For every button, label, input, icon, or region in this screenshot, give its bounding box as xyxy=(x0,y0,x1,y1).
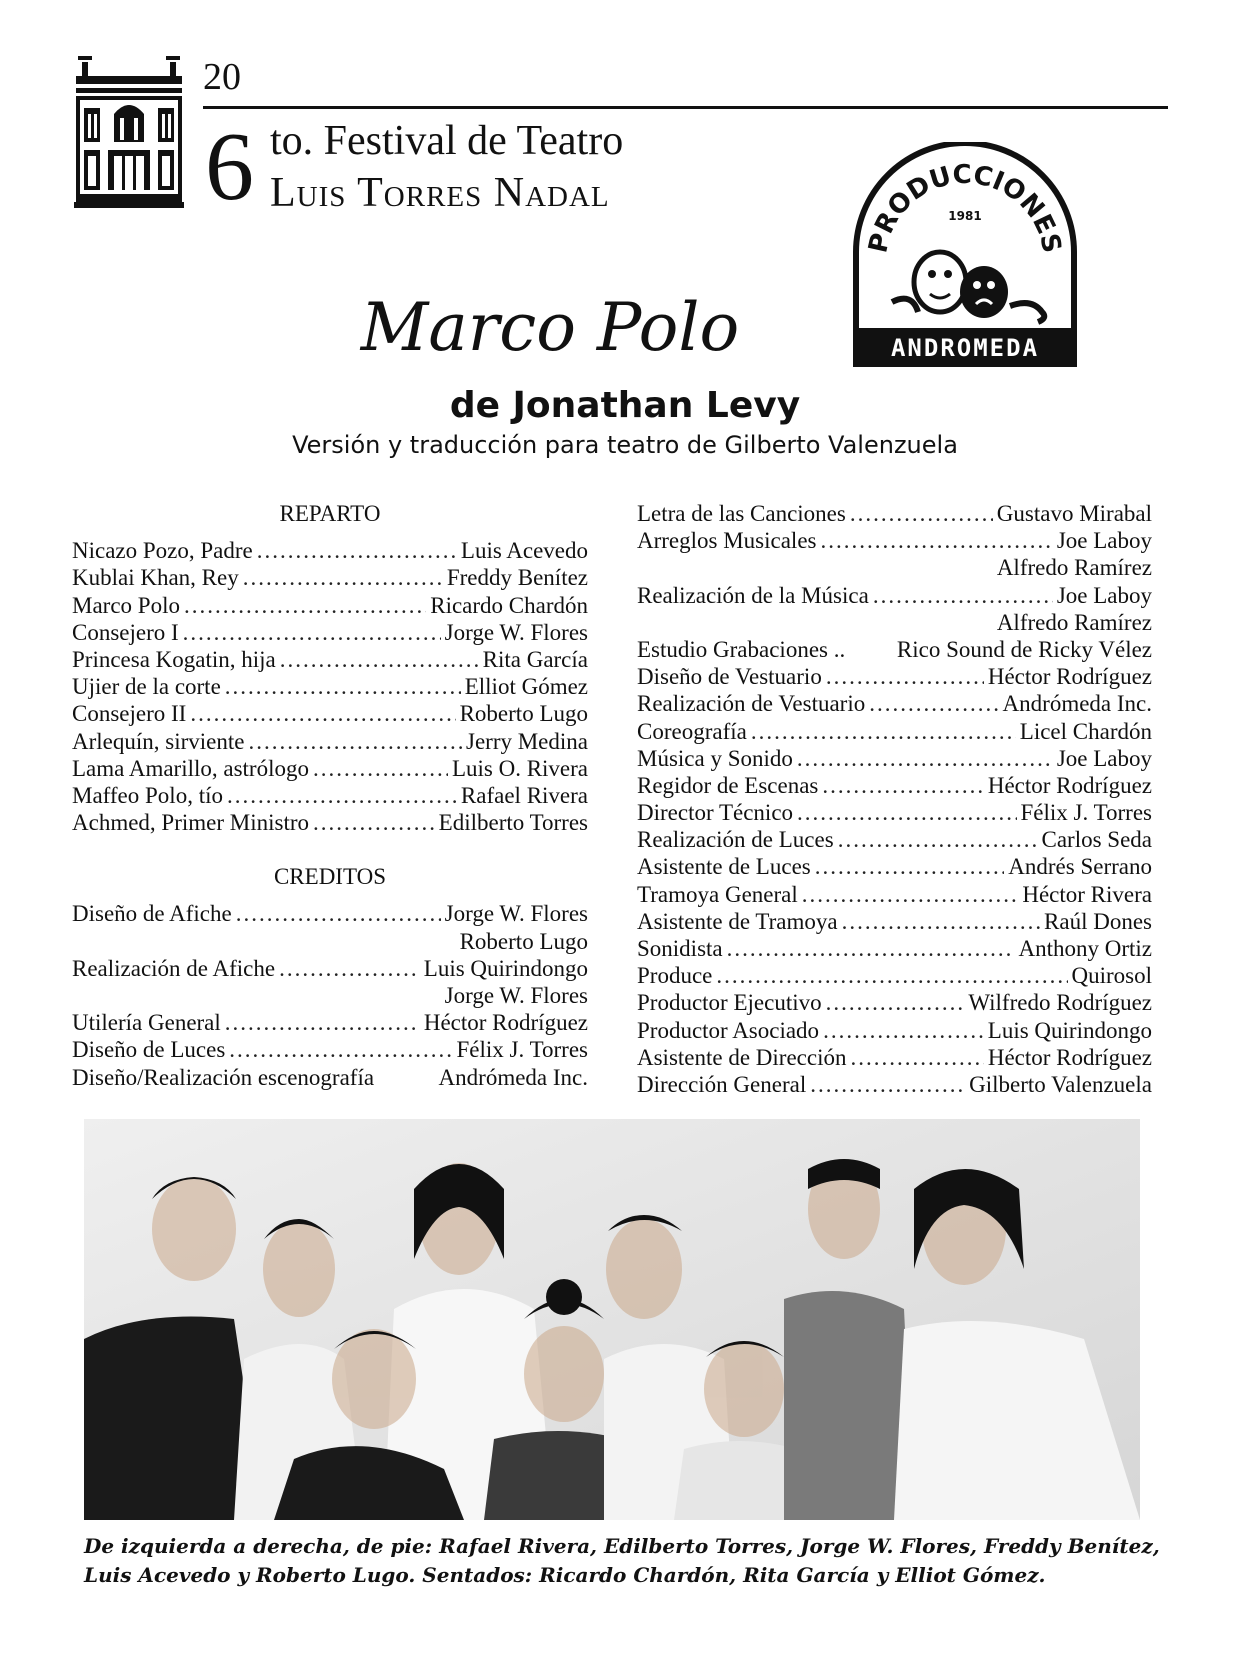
credit-role: Diseño de Luces xyxy=(72,1037,226,1063)
credit-name-extra: Alfredo Ramírez xyxy=(996,609,1152,635)
dot-leader xyxy=(815,853,1005,880)
credit-role: Estudio Grabaciones .. xyxy=(637,636,846,662)
credit-role: Asistente de Tramoya xyxy=(637,908,838,934)
logo-name-label: ANDROMEDA xyxy=(890,334,1040,362)
dot-leader xyxy=(229,1036,452,1063)
credit-name: Raúl Dones xyxy=(1044,908,1152,934)
credit-name: Ricardo Chardón xyxy=(430,592,588,618)
dot-leader xyxy=(190,700,455,727)
credit-name: Rico Sound de Ricky Vélez xyxy=(896,636,1152,662)
header-rule xyxy=(203,106,1168,109)
credit-name: Roberto Lugo xyxy=(459,701,588,727)
producciones-andromeda-logo xyxy=(852,142,1078,368)
credit-role: Realización de Afiche xyxy=(72,955,276,981)
credit-name: Héctor Rodríguez xyxy=(987,664,1152,690)
dot-leader xyxy=(716,962,1067,989)
dot-leader xyxy=(257,537,457,564)
credit-role: Música y Sonido xyxy=(637,745,793,771)
credit-row xyxy=(72,1064,588,1091)
dot-leader xyxy=(850,500,993,527)
credit-row xyxy=(637,500,1152,527)
credit-name: Wilfredo Rodríguez xyxy=(968,990,1152,1016)
credit-role: Arreglos Musicales xyxy=(637,528,817,554)
credit-role: Maffeo Polo, tío xyxy=(72,782,223,808)
credit-role: Productor Ejecutivo xyxy=(637,990,822,1016)
credit-name: Félix J. Torres xyxy=(1020,800,1152,826)
festival-title-line1: to. Festival de Teatro xyxy=(270,118,624,164)
dot-leader xyxy=(797,799,1016,826)
credit-role: Consejero II xyxy=(72,701,187,727)
creditos-list xyxy=(72,900,588,1090)
reparto-list xyxy=(72,537,588,836)
creditos-heading: CREDITOS xyxy=(273,864,387,890)
credit-role: Kublai Khan, Rey xyxy=(72,565,239,591)
dot-leader xyxy=(797,745,1053,772)
dot-leader xyxy=(313,809,435,836)
credit-role: Productor Asociado xyxy=(637,1017,820,1043)
dot-leader xyxy=(873,582,1053,609)
credit-role: Nicazo Pozo, Padre xyxy=(72,538,253,564)
credit-name-extra: Roberto Lugo xyxy=(459,928,588,954)
credit-role: Diseño de Afiche xyxy=(72,901,232,927)
credit-name: Gustavo Mirabal xyxy=(996,501,1152,526)
credit-name: Luis Quirindongo xyxy=(987,1017,1152,1043)
credit-row xyxy=(72,537,588,564)
credit-role: Tramoya General xyxy=(637,881,798,907)
staff-column xyxy=(637,500,1152,1098)
dot-leader xyxy=(842,908,1040,935)
credit-name: Rita García xyxy=(482,646,588,672)
credit-role: Consejero I xyxy=(72,619,179,645)
dot-leader xyxy=(810,1071,965,1098)
credit-role: Diseño/Realización escenografía xyxy=(72,1064,375,1090)
credit-name: Héctor Rodríguez xyxy=(987,772,1152,798)
credit-row xyxy=(72,1036,588,1063)
festival-title-line2: Luis Torres Nadal xyxy=(270,170,610,216)
credit-name-extra: Alfredo Ramírez xyxy=(996,555,1152,581)
credit-role: Achmed, Primer Ministro xyxy=(72,810,309,836)
credit-name: Jorge W. Flores xyxy=(444,619,588,645)
logo-year: 1981 xyxy=(948,209,982,223)
dot-leader xyxy=(826,989,965,1016)
credit-role: Princesa Kogatin, hija xyxy=(72,646,276,672)
credit-row xyxy=(72,955,588,982)
credit-name: Quirosol xyxy=(1071,963,1152,989)
credit-name: Edilberto Torres xyxy=(438,810,588,836)
reparto-heading: REPARTO xyxy=(279,501,381,526)
credit-name: Joe Laboy xyxy=(1056,745,1152,771)
theatre-building-icon xyxy=(74,52,184,210)
logo-arc-text: PRODUCCIONES xyxy=(863,159,1067,256)
dot-leader xyxy=(225,673,461,700)
credit-name: Luis Quirindongo xyxy=(423,955,588,981)
credit-row xyxy=(72,782,588,809)
dot-leader xyxy=(225,1009,420,1036)
credit-name: Carlos Seda xyxy=(1041,827,1152,853)
credit-role: Regidor de Escenas xyxy=(637,772,819,798)
credit-name: Héctor Rodríguez xyxy=(423,1010,588,1036)
credit-role: Letra de las Canciones xyxy=(637,501,846,526)
cast-and-credits-column xyxy=(72,500,588,1091)
dot-leader xyxy=(838,826,1038,853)
festival-number: 6 xyxy=(205,113,254,221)
credit-row xyxy=(637,853,1152,880)
credit-row xyxy=(72,646,588,673)
dot-leader xyxy=(243,564,443,591)
credit-row xyxy=(72,755,588,782)
credit-row xyxy=(637,1017,1152,1044)
credit-name: Luis Acevedo xyxy=(460,538,588,564)
credit-row xyxy=(637,718,1152,745)
credit-name: Freddy Benítez xyxy=(446,565,588,591)
credit-name: Andrómeda Inc. xyxy=(1002,691,1152,717)
dot-leader xyxy=(236,900,441,927)
credit-row xyxy=(72,592,588,619)
credit-row xyxy=(637,745,1152,772)
credit-role: Realización de la Música xyxy=(637,582,869,608)
credit-role: Produce xyxy=(637,963,713,989)
credit-role: Arlequín, sirviente xyxy=(72,728,245,754)
credit-name: Gilberto Valenzuela xyxy=(969,1071,1152,1097)
credit-name: Jorge W. Flores xyxy=(444,901,588,927)
credit-name: Andrómeda Inc. xyxy=(438,1064,588,1090)
credit-row xyxy=(72,564,588,591)
credit-name: Licel Chardón xyxy=(1019,718,1152,744)
credit-name: Félix J. Torres xyxy=(456,1037,588,1063)
credit-role: Utilería General xyxy=(72,1010,221,1036)
dot-leader xyxy=(751,718,1016,745)
credit-row xyxy=(72,673,588,700)
dot-leader xyxy=(850,1044,983,1071)
credit-name: Rafael Rivera xyxy=(460,782,588,808)
credit-row xyxy=(72,700,588,727)
photo-caption: De izquierda a derecha, de pie: Rafael Rivera, Edilberto Torres, Jorge W. Flores, Freddy Benítez, Luis Acevedo y Roberto Lugo. Sentados: Ricardo Chardón, Rita García y Elliot Gómez. xyxy=(84,1534,1160,1587)
credit-row xyxy=(72,900,588,927)
credit-name: Luis O. Rivera xyxy=(451,755,588,781)
credit-row xyxy=(72,619,588,646)
play-author: de Jonathan Levy xyxy=(449,385,801,426)
credit-row xyxy=(72,809,588,836)
credit-row xyxy=(637,935,1152,962)
credit-row xyxy=(637,1044,1152,1071)
credit-row xyxy=(637,826,1152,853)
credit-role: Lama Amarillo, astrólogo xyxy=(72,755,309,781)
credit-name: Héctor Rivera xyxy=(1022,881,1152,907)
dot-leader xyxy=(280,646,479,673)
credit-row xyxy=(637,881,1152,908)
dot-leader xyxy=(822,772,983,799)
staff-list xyxy=(637,500,1152,1098)
dot-leader xyxy=(279,955,420,982)
credit-name: Joe Laboy xyxy=(1056,528,1152,554)
credit-role: Realización de Luces xyxy=(637,827,834,853)
credit-role: Marco Polo xyxy=(72,592,180,618)
credit-role: Coreografía xyxy=(637,718,747,744)
credit-row xyxy=(637,908,1152,935)
dot-leader xyxy=(821,527,1053,554)
dot-leader xyxy=(248,728,462,755)
dot-leader xyxy=(802,881,1019,908)
credit-role: Realización de Vestuario xyxy=(637,691,866,717)
credit-name: Andrés Serrano xyxy=(1008,854,1152,880)
credit-role: Asistente de Luces xyxy=(637,854,811,880)
credit-name-extra: Jorge W. Flores xyxy=(444,983,588,1009)
version-credit: Versión y traducción para teatro de Gilberto Valenzuela xyxy=(292,431,958,459)
credit-row xyxy=(637,527,1152,554)
credit-role: Director Técnico xyxy=(637,800,794,826)
page-number: 20 xyxy=(203,56,241,98)
credit-row xyxy=(637,636,1152,663)
credit-role: Dirección General xyxy=(637,1071,807,1097)
credit-name: Anthony Ortiz xyxy=(1018,936,1152,961)
dot-leader xyxy=(869,690,998,717)
dot-leader xyxy=(227,782,457,809)
credit-role: Sonidista xyxy=(637,936,723,961)
credit-row xyxy=(72,1009,588,1036)
credit-name: Joe Laboy xyxy=(1056,582,1152,608)
credit-row xyxy=(637,663,1152,690)
dot-leader xyxy=(183,619,441,646)
play-title: Marco Polo xyxy=(360,289,740,366)
dot-leader xyxy=(184,592,426,619)
credit-row xyxy=(637,1071,1152,1098)
credit-name: Héctor Rodríguez xyxy=(987,1044,1152,1070)
credit-role: Asistente de Dirección xyxy=(637,1044,847,1070)
cast-photo xyxy=(84,1119,1140,1520)
credit-row xyxy=(72,728,588,755)
dot-leader xyxy=(313,755,448,782)
dot-leader xyxy=(823,1017,984,1044)
credit-row xyxy=(637,690,1152,717)
credit-name: Elliot Gómez xyxy=(464,674,588,700)
credit-row xyxy=(637,989,1152,1016)
credit-row xyxy=(637,582,1152,609)
credit-row xyxy=(637,799,1152,826)
credit-row xyxy=(637,962,1152,989)
dot-leader xyxy=(727,935,1015,962)
dot-leader xyxy=(826,663,984,690)
credit-role: Diseño de Vestuario xyxy=(637,664,822,690)
credit-row xyxy=(637,772,1152,799)
credit-role: Ujier de la corte xyxy=(72,674,221,700)
credit-name: Jerry Medina xyxy=(466,728,588,754)
